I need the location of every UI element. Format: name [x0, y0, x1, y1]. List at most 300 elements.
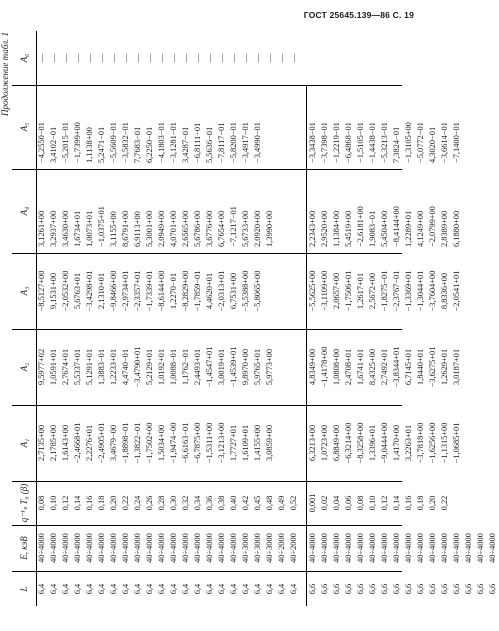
table-cell: 6,4	[49, 583, 58, 595]
table-cell: 40÷4000	[73, 533, 82, 563]
table-cell: 6,4	[109, 583, 118, 595]
table-cell	[276, 253, 288, 329]
table-cell: 6,6	[392, 583, 401, 595]
rotated-table-area	[0, 32, 497, 606]
table-cell: —	[253, 53, 262, 63]
table-cell: 8,4325+00	[368, 348, 377, 386]
table-cell	[463, 481, 475, 525]
table-cell: −4,1803−01	[157, 122, 166, 163]
table-cell: 1,9083−01	[368, 210, 377, 247]
table-cell: 1,0088−01	[169, 348, 178, 386]
table-cell	[288, 405, 300, 481]
table-cell: 6,9113+00	[133, 211, 142, 247]
page-header: ГОСТ 25645.139—86 С. 19	[303, 10, 414, 20]
table-cell: 2,4493+01	[193, 348, 202, 386]
table-cell: 6,4	[61, 583, 70, 595]
table-cell: 40÷4000	[320, 533, 329, 563]
table-cell: 2,9520+00	[320, 210, 329, 247]
table-cell: 40÷4000	[85, 533, 94, 563]
table-cell: −5,5388+00	[241, 270, 250, 312]
table-cell	[288, 329, 300, 405]
table-cell: 6,6	[320, 583, 329, 595]
table-cell: 2,7674+01	[61, 348, 70, 386]
table-cell: 5,6763+01	[73, 272, 82, 310]
table-cell: 40÷3000	[265, 533, 274, 563]
table-cell: 3,1261+00	[37, 210, 46, 247]
cell-block	[36, 405, 300, 481]
table-cell: 2,5672+00	[368, 272, 377, 310]
table-cell: 0,001	[308, 493, 317, 513]
table-cell: —	[145, 53, 154, 63]
table-cell	[475, 481, 487, 525]
table-cell: 2,0657+00	[332, 272, 341, 310]
cell-block	[306, 525, 499, 571]
table-cell: −1,0375+01	[97, 206, 106, 247]
table-cell: —	[157, 53, 166, 63]
table-cell	[487, 405, 499, 481]
table-cell: −1,3044+01	[416, 270, 425, 312]
table-cell: 0,34	[193, 495, 202, 511]
table-cell: −9,0444+00	[380, 422, 389, 464]
table-cell: 0,06	[344, 495, 353, 511]
table-cell: 40÷4000	[416, 533, 425, 563]
table-cell: −1,5311+00	[205, 422, 214, 464]
table-cell: 2,0949+00	[157, 210, 166, 247]
table-cell	[475, 329, 487, 405]
table-cell: —	[85, 53, 94, 63]
table-cell: 1,1384+00	[332, 210, 341, 247]
table-cell: 40÷4000	[452, 533, 461, 563]
table-cell: 5,5636−01	[205, 126, 214, 163]
table-cell: 6,7145+01	[404, 348, 413, 386]
table-cell: 2,2276+01	[85, 424, 94, 462]
table-cell: 6,4	[193, 583, 202, 595]
table-cell: −5,5609−01	[109, 122, 118, 163]
column-header: A₂	[12, 329, 37, 405]
table-cell: 1,1138+00	[85, 127, 94, 163]
table-cell: −3,4917−01	[241, 122, 250, 163]
table-cell	[475, 253, 487, 329]
table-cell: −3,8344+01	[392, 346, 401, 388]
table-cell: 1,3990+00	[265, 210, 274, 247]
table-cell: −6,4868−01	[344, 122, 353, 163]
table-cell: —	[289, 53, 298, 63]
table-cell: 6,7654+00	[217, 210, 226, 247]
table-cell: 40÷4000	[308, 533, 317, 563]
table-cell: 40÷4000	[404, 533, 413, 563]
table-cell	[475, 405, 487, 481]
table-cell: −3,4790+01	[133, 346, 142, 388]
table-cell: 1,3883−01	[97, 348, 106, 386]
table-cell: 6,4	[205, 583, 214, 595]
column-header: A₁	[12, 405, 37, 481]
table-cell: 0,36	[205, 495, 214, 511]
table-cell: −5,8200−01	[229, 122, 238, 163]
table-cell: 0,18	[97, 495, 106, 511]
table-cell: 0,16	[404, 495, 413, 511]
table-cell: 40÷4000	[488, 533, 497, 563]
table-cell: 0,04	[332, 495, 341, 511]
table-cell: 0,20	[109, 495, 118, 511]
table-cell: 0,48	[265, 495, 274, 511]
table-cell: —	[37, 53, 46, 63]
table-cell: 1,2270−01	[169, 272, 178, 310]
table-cell: 40÷4000	[368, 533, 377, 563]
table-cell: —	[265, 53, 274, 63]
table-cell	[451, 481, 463, 525]
table-cell	[463, 85, 475, 169]
table-cell: 1,3396+01	[368, 424, 377, 462]
table-cell: —	[193, 53, 202, 63]
table-cell: −2,6181+00	[356, 206, 365, 247]
cell-block	[36, 572, 300, 606]
table-cell: 6,4	[37, 583, 46, 595]
table-cell: 6,4	[217, 583, 226, 595]
table-cell	[264, 253, 276, 329]
table-cell: 40÷4000	[332, 533, 341, 563]
table-cell: 1,6734+01	[73, 210, 82, 247]
table-continuation-caption: Продолжение табл. 1	[0, 32, 10, 116]
table-cell: −3,7818+00	[416, 422, 425, 464]
table-cell: −1,4438−01	[368, 122, 377, 163]
table-cell: −1,7506+01	[344, 270, 353, 312]
cell-block	[306, 329, 499, 405]
table-cell: —	[241, 53, 250, 63]
table-cell: 6,4	[157, 583, 166, 595]
cell-block	[306, 572, 499, 606]
table-cell: 0,28	[157, 495, 166, 511]
table-cell: 40÷3000	[241, 533, 250, 563]
table-cell: 40÷4000	[476, 533, 485, 563]
table-cell: —	[121, 53, 130, 63]
table-cell: 40÷4000	[464, 533, 473, 563]
table-cell: −1,5105−01	[356, 122, 365, 163]
column-header: A₆	[12, 31, 37, 85]
table-cell: −2,0541+01	[452, 270, 461, 312]
table-cell: 40÷4000	[356, 533, 365, 563]
table-cell: −5,0772−01	[416, 122, 425, 163]
table-cell: 5,6786+00	[193, 210, 202, 247]
table-cell: −7,8117−01	[217, 122, 226, 163]
table-cell: 2,8389+00	[440, 210, 449, 247]
table-cell: 0,16	[85, 495, 94, 511]
table-cell: —	[277, 53, 286, 63]
table-cell: 1,7727+01	[229, 424, 238, 462]
table-cell: 6,6	[332, 583, 341, 595]
table-cell: −6,7875+00	[193, 422, 202, 464]
table-cell: 5,4504+00	[380, 210, 389, 247]
column-A1	[12, 405, 461, 482]
table-cell: −5,8065+00	[253, 270, 262, 312]
table-cell: −2,0313+01	[217, 270, 226, 312]
table-cell: 1,0073+01	[85, 210, 94, 247]
table-cell	[487, 253, 499, 329]
table-cell: 9,1531+00	[49, 272, 58, 310]
table-cell: 4,3020−01	[428, 126, 437, 163]
table-cell: −2,0799+00	[428, 206, 437, 247]
table-cell: —	[205, 53, 214, 63]
table-cell: 6,6	[368, 583, 377, 595]
table-cell: 6,6	[452, 583, 461, 595]
table-cell: 6,4	[277, 583, 286, 595]
table-cell	[276, 169, 288, 253]
table-cell: 1,0723+00	[320, 424, 329, 462]
table-cell: 0,45	[253, 495, 262, 511]
table-cell: 40÷4000	[344, 533, 353, 563]
table-cell: 6,6	[344, 583, 353, 595]
table-cell: −1,4547+01	[205, 346, 214, 388]
table-cell: −1,9474−00	[169, 422, 178, 464]
table-cell: 0,08	[356, 495, 365, 511]
table-cell: 0,32	[181, 495, 190, 511]
table-cell: 3,0187+01	[452, 348, 461, 386]
table-cell	[463, 405, 475, 481]
table-cell: 40÷4000	[440, 533, 449, 563]
table-cell: 6,4	[73, 583, 82, 595]
table-cell: 40÷4000	[380, 533, 389, 563]
table-cell: −3,6614−01	[440, 122, 449, 163]
table-cell: 0,40	[229, 495, 238, 511]
table-cell: 0,10	[368, 495, 377, 511]
table-cell: 6,3213+00	[308, 424, 317, 462]
table-cell: −8,3258+00	[356, 422, 365, 464]
table-cell: 5,3001+00	[145, 210, 154, 247]
table-cell: 1,2233+01	[109, 348, 118, 386]
table-cell: 9,8970+00	[241, 348, 250, 386]
table-cell: 0,10	[49, 495, 58, 511]
table-cell: 2,6565+00	[181, 210, 190, 247]
column-header: q⁻¹ₛ T₀ (β)	[12, 481, 37, 525]
table-cell: 6,4	[121, 583, 130, 595]
table-cell: −8,4144+00	[392, 206, 401, 247]
table-cell: —	[169, 53, 178, 63]
column-A2	[12, 329, 461, 406]
table-cell: 40÷2000	[277, 533, 286, 563]
table-cell: 4,4740−01	[121, 348, 130, 386]
table-cell	[475, 169, 487, 253]
table-cell: 0,30	[169, 495, 178, 511]
table-cell: −5,3213−01	[380, 122, 389, 163]
table-cell: 6,2250−01	[145, 126, 154, 163]
table-cell: −2,4905+01	[97, 422, 106, 464]
table-cell: 6,6	[404, 583, 413, 595]
table-cell: 40÷4000	[181, 533, 190, 563]
table-cell: 8,8336+00	[440, 272, 449, 310]
table-cell: −3,4990−01	[253, 122, 262, 163]
table-cell: 3,0019+01	[217, 348, 226, 386]
table-cell: 0,38	[217, 495, 226, 511]
table-cell: 0,22	[440, 495, 449, 511]
table-cell: 6,4	[229, 583, 238, 595]
table-cell	[463, 253, 475, 329]
table-cell: —	[133, 53, 142, 63]
cell-block	[306, 481, 499, 525]
table-cell: −1,3822−01	[133, 422, 142, 464]
table-cell: 3,4287−01	[181, 126, 190, 163]
table-cell: −3,1281−01	[169, 122, 178, 163]
table-cell: −3,6275+01	[428, 346, 437, 388]
table-cell	[276, 329, 288, 405]
table-cell: −3,7604+00	[428, 270, 437, 312]
table-cell: 6,6	[380, 583, 389, 595]
table-cell: −6,8111−01	[193, 122, 202, 163]
table-cell: 5,5337+01	[73, 348, 82, 386]
column-A5	[12, 85, 461, 170]
table-cell: 1,2629+01	[440, 348, 449, 386]
table-cell: 40÷4000	[133, 533, 142, 563]
table-cell: 40÷4000	[428, 533, 437, 563]
table-cell: −6,3214+00	[344, 422, 353, 464]
table-cell: 2,4708+01	[344, 348, 353, 386]
table-cell: 1,0808+00	[332, 348, 341, 386]
table-cell: 40÷3000	[253, 533, 262, 563]
table-cell: 1,4170+00	[392, 424, 401, 462]
table-cell: 1,6143+00	[61, 424, 70, 462]
table-cell: 6,4	[133, 583, 142, 595]
table-cell: —	[181, 53, 190, 63]
table-cell: 6,6	[440, 583, 449, 595]
cell-block	[36, 525, 300, 571]
table-cell: 6,4	[253, 583, 262, 595]
table-cell: −7,1217−01	[229, 206, 238, 247]
table-cell: 0,18	[416, 495, 425, 511]
table-cell: 40÷4000	[169, 533, 178, 563]
table-cell: −5,5625+00	[308, 270, 317, 312]
table-cell: 6,4	[241, 583, 250, 595]
table-cell: 3,4679−00	[109, 424, 118, 462]
table-cell: 6,6	[428, 583, 437, 595]
table-cell	[475, 85, 487, 169]
table-cell	[487, 169, 499, 253]
table-cell	[463, 329, 475, 405]
table-cell: 0,20	[428, 495, 437, 511]
table-cell: 6,6	[464, 583, 473, 595]
cell-block	[36, 253, 300, 329]
table-cell: 0,49	[277, 495, 286, 511]
table-cell: −1,7399+00	[73, 122, 82, 163]
table-cell: 4,4620+01	[205, 272, 214, 310]
table-cell: 0,12	[380, 495, 389, 511]
table-cell: 40÷4000	[392, 533, 401, 563]
table-cell: −1,7339+01	[145, 270, 154, 312]
table-cell	[264, 85, 276, 169]
table-cell: 3,4102−01	[49, 126, 58, 163]
table-cell: 0,12	[61, 495, 70, 511]
table-cell: −3,1213+00	[217, 422, 226, 464]
table-cell: −3,7398−01	[320, 122, 329, 163]
table-cell: —	[217, 53, 226, 63]
table-cell: −3,1109+00	[320, 270, 329, 312]
table-cell: 6,4	[85, 583, 94, 595]
table-cell: 40÷4000	[193, 533, 202, 563]
table-cell: −3,3438−01	[308, 122, 317, 163]
table-cell: −5,2015−01	[61, 122, 70, 163]
table-cell: −8,5127+00	[37, 270, 46, 312]
table-cell: —	[49, 53, 58, 63]
table-cell: 40÷4000	[205, 533, 214, 563]
table-cell: 4,1249+00	[416, 210, 425, 247]
table-cell: —	[229, 53, 238, 63]
table-cell: 2,2343+00	[308, 210, 317, 247]
table-cell: 1,4155+00	[253, 424, 262, 462]
table-cell: 6,6	[308, 583, 317, 595]
column-header: L	[12, 572, 37, 606]
table-cell	[288, 85, 300, 169]
table-cell: 1,1762−01	[181, 348, 190, 386]
column-header: E, кэВ	[12, 525, 37, 571]
table-cell: 6,4	[181, 583, 190, 595]
table-cell: 9,5977+02	[37, 348, 46, 386]
table-cell: 40÷4000	[97, 533, 106, 563]
table-cell: 3,4630+00	[61, 210, 70, 247]
table-cell: −8,2829+00	[181, 270, 190, 312]
table-cell: −2,0532+00	[61, 270, 70, 312]
table-cell: 0,14	[73, 495, 82, 511]
table-cell: 0,22	[121, 495, 130, 511]
table-cell: 5,6733+00	[241, 210, 250, 247]
table-cell: 40÷2000	[289, 533, 298, 563]
table-cell: 40÷4000	[37, 533, 46, 563]
table-cell: 1,2617+01	[356, 272, 365, 310]
table-cell: 8,6791+00	[121, 210, 130, 247]
cell-block	[36, 85, 300, 169]
table-cell: −2,9734+01	[121, 270, 130, 312]
table-cell: 5,1291+01	[85, 348, 94, 386]
table-cell: 0,08	[37, 495, 46, 511]
table-cell: −9,8466+00	[109, 270, 118, 312]
table-cell	[276, 405, 288, 481]
table-cell	[487, 481, 499, 525]
table-cell: −6,6163−01	[181, 422, 190, 464]
table-cell: 6,7531+00	[229, 272, 238, 310]
table-cell: 6,4	[97, 583, 106, 595]
table-cell: —	[97, 53, 106, 63]
table-cell: 1,6741+01	[356, 348, 365, 386]
table-cell: 1,8440+01	[416, 348, 425, 386]
table-cell: 40÷4000	[49, 533, 58, 563]
column-L	[12, 572, 497, 606]
table-cell: −1,1315+00	[440, 422, 449, 464]
cell-block	[36, 169, 300, 253]
table-cell: 5,4519+00	[344, 210, 353, 247]
table-cell: −2,3767−01	[392, 270, 401, 312]
table-cell: 6,4	[169, 583, 178, 595]
table-cell	[487, 329, 499, 405]
table-cell: 2,7135+00	[37, 424, 46, 462]
table-cell: 4,0701+00	[169, 210, 178, 247]
cell-block	[36, 329, 300, 405]
table-cell: −2,4668+01	[73, 422, 82, 464]
table-cell: 6,6	[488, 583, 497, 595]
table-cell: −1,0685+01	[452, 422, 461, 464]
table-cell: −7,1400−01	[452, 122, 461, 163]
table-cell: 6,4	[145, 583, 154, 595]
table-cell: —	[73, 53, 82, 63]
table-cell: 2,1785+00	[49, 424, 58, 462]
table-cell: 3,6776+00	[205, 210, 214, 247]
table-cell: −1,3369+01	[404, 270, 413, 312]
table-cell: 40÷4000	[157, 533, 166, 563]
table-cell	[288, 169, 300, 253]
table-cell: 0,42	[241, 495, 250, 511]
table-cell: −3,4298+01	[85, 270, 94, 312]
table-cell	[276, 85, 288, 169]
table-cell: −1,4539+01	[229, 346, 238, 388]
table-cell: 0,26	[145, 495, 154, 511]
table-cell: 1,0591+01	[49, 348, 58, 386]
table-cell: 40÷4000	[109, 533, 118, 563]
table-cell	[487, 85, 499, 169]
